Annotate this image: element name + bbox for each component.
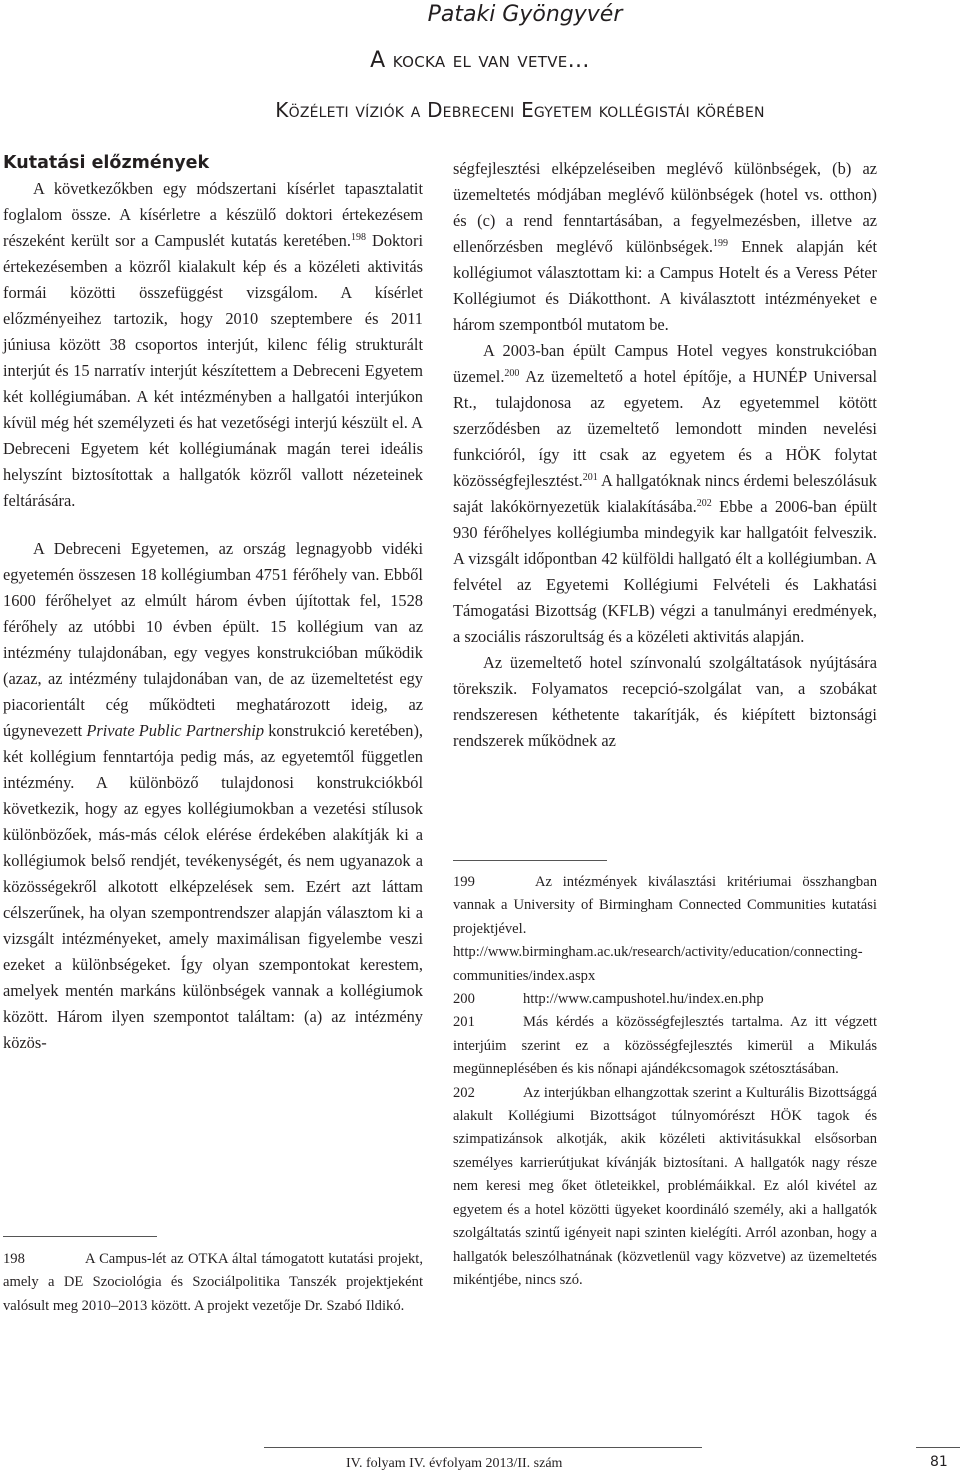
article-title: A kocka el van vetve…: [370, 48, 590, 73]
section-heading: Kutatási előzmények: [3, 153, 210, 173]
paragraph: A következőkben egy módszertani kísérlet tapasztalatit foglalom össze. A kísérletre a készülő doktori értekezésem részeként került sor a Campuslét kutatás keretében.$^{198}$ Doktori értekezésemben a közről kialakult kép és a közéleti aktivitás formái közötti összefüggést vizsgálom. A kísérlet előzményeihez tartozik, hogy 2010 szeptembere és 2011 júniusa között 38 csoportos interjút, kilenc félig strukturált interjút és 15 narratív interjút készítettem a Debreceni Egyetem két kollégiumában. A két intézményben a hallgatói interjúkon kívül még hét személyzeti és hat vezetőségi interjú készült el. A Debreceni Egyetem két kollégiumának magán terei ideális helyszínt biztosítottak a hallgatók közről vallott nézeteinek feltárására.: [3, 179, 423, 510]
right-column: [453, 156, 877, 754]
footnote: 199 Az intézmények kiválasztási kritériumai összhangban vannak a University of Birmingham Connected Communities kutatási projektjével. http://www.birmingham.ac.uk/research/activity/education/connecting-communities/index.aspx: [453, 874, 877, 984]
footnotes-right: [453, 871, 877, 1292]
author-name: Pataki Gyöngyvér: [427, 2, 623, 27]
footnote-ref: 198: [350, 232, 366, 243]
paragraph: A 2003-ban épült Campus Hotel vegyes konstrukcióban üzemel.$^{200}$ Az üzemeltető a hotel építője, a HUNÉP Universal Rt., tulajdonosa az egyetem. Az egyetemmel kötött szerződésben az üzemeltető lemondott minden nevelési funkcióról, így itt csak az egyetem és a HÖK folytat közösségfejlesztést.$^{201}$ A hallgatóknak nincs érdemi beleszólásuk saját lakókörnyezetük kialakításába.$^{202}$ Ebbe a 2006-ban épült 930 férőhelyes kollégiumba mindegyik kar hallgatóit felveszik. A vizsgált időpontban 42 külföldi hallgató élt a kollégiumban. A felvétel az Egyetemi Kollégiumi Felvételi és Lakhatási Támogatási Bizottság (KFLB) végzi a tanulmányi eredmények, a szociális rászorultság és a közéleti aktivitás alapján.: [453, 341, 877, 646]
page-number: 81: [930, 1454, 948, 1470]
paragraph: Az üzemeltető hotel színvonalú szolgáltatások nyújtására törekszik. Folyamatos recepció-szolgálat van, a szobákat rendszeresen kéthetente takarítják, és kiépített biztonsági rendszerek működnek az: [453, 653, 877, 750]
footnote: 198 A Campus-lét az OTKA által támogatott kutatási projekt, amely a DE Szociológia és Szociálpolitika Tanszék projektjeként valósult meg 2010–2013 között. A projekt vezetője Dr. Szabó Ildikó.: [3, 1251, 423, 1314]
footnote-ref: 201: [582, 472, 598, 483]
footnote-divider: [3, 1236, 157, 1237]
left-column: [3, 150, 423, 1056]
article-subtitle: Közéleti víziók a Debreceni Egyetem kollégistái körében: [275, 98, 765, 122]
footnote: 200 http://www.campushotel.hu/index.en.php: [453, 991, 764, 1008]
footer-rule: [264, 1447, 702, 1448]
footnote-ref: 199: [713, 238, 729, 249]
footnote-ref: 200: [504, 368, 520, 379]
paragraph: ségfejlesztési elképzeléseiben meglévő különbségek, (b) az üzemeltetés módjában meglévő különbségek (hotel vs. otthon) és (c) a rend fenntartásában, a fegyelmezésben, illetve az ellenőrzésben meglévő különbségek.$^{199}$ Ennek alapján két kollégiumot választottam ki: a Campus Hotelt és a Veress Péter Kollégiumot és Diákotthont. A kiválasztott intézményeket e három szempontból mutatom be.: [453, 159, 878, 334]
issue-info: IV. folyam IV. évfolyam 2013/II. szám: [346, 1456, 563, 1471]
paragraph: A Debreceni Egyetemen, az ország legnagyobb vidéki egyetemén összesen 18 kollégiumban 4751 férőhely van. Ebből 1600 férőhelyet az elmúlt három évben újítottak fel, 1528 férőhely az utóbbi 10 évben épült. 15 kollégium van az intézmény tulajdonában, egy vegyes konstrukcióban működik (azaz, az intézmény tulajdonában van, de az üzemeltetést egy piacorientált cég működteti meghatározott ideig, az úgynevezett Private Public Partnership konstrukció keretében), két kollégium fenntartója pedig más, az egyetemtől független intézmény. A különböző tulajdonosi konstrukciókból következik, hogy az egyes kollégiumokban a vezetési stílusok különbözőek, más-más célok elérése érdekében alakítják ki a kollégiumok belső rendjét, tevékenységét, és nem ugyanazok a közösségekről alkotott elképzelések sem. Ezért azt láttam célszerűnek, ha olyan szempontrendszer alapján választom ki a vizsgált intézményeket, amely maximálisan figyelembe veszi ezeket a különbségeket. Így olyan szempontokat kerestem, amelyek mentén markáns különbségek vannak a kollégiumok között. Három ilyen szempontot találtam: (a) az intézmény közös-: [3, 539, 423, 1052]
footnote: 202 Az interjúkban elhangzottak szerint a Kulturális Bizottsággá alakult Kollégiumi Bizottságot túlnyomórészt HÖK tagok és szimpatizánsok alkotják, akik közéleti aktivitásukkal elsősorban személyes karrierútjukat kívánják biztosítani. A hallgatók nagy része nem keresi meg őket ötleteikkel, problémáikkal. Ez alól kivétel az egyetem és a hotel közötti ügyeket koordináló személy, aki a hallgatók szolgáltatás szintű igényeit napi szinten kielégíti. Arról azonban, hogy a hallgatók beleszólhatnának (közvetlenül vagy közvetve) az üzemeltetés mikéntjébe, nincs szó.: [453, 1084, 877, 1288]
footnote-ref: 202: [696, 498, 712, 509]
footer-rule-right: [916, 1447, 960, 1448]
footnote: 201 Más kérdés a közösségfejlesztés tartalma. Az itt végzett interjúim szerint ez a közösségfejlesztés kimerül a Mikulás megünneplésében és kis nőnapi ajándékcsomagok szétosztásában.: [453, 1014, 877, 1078]
footnote-divider: [453, 860, 607, 861]
